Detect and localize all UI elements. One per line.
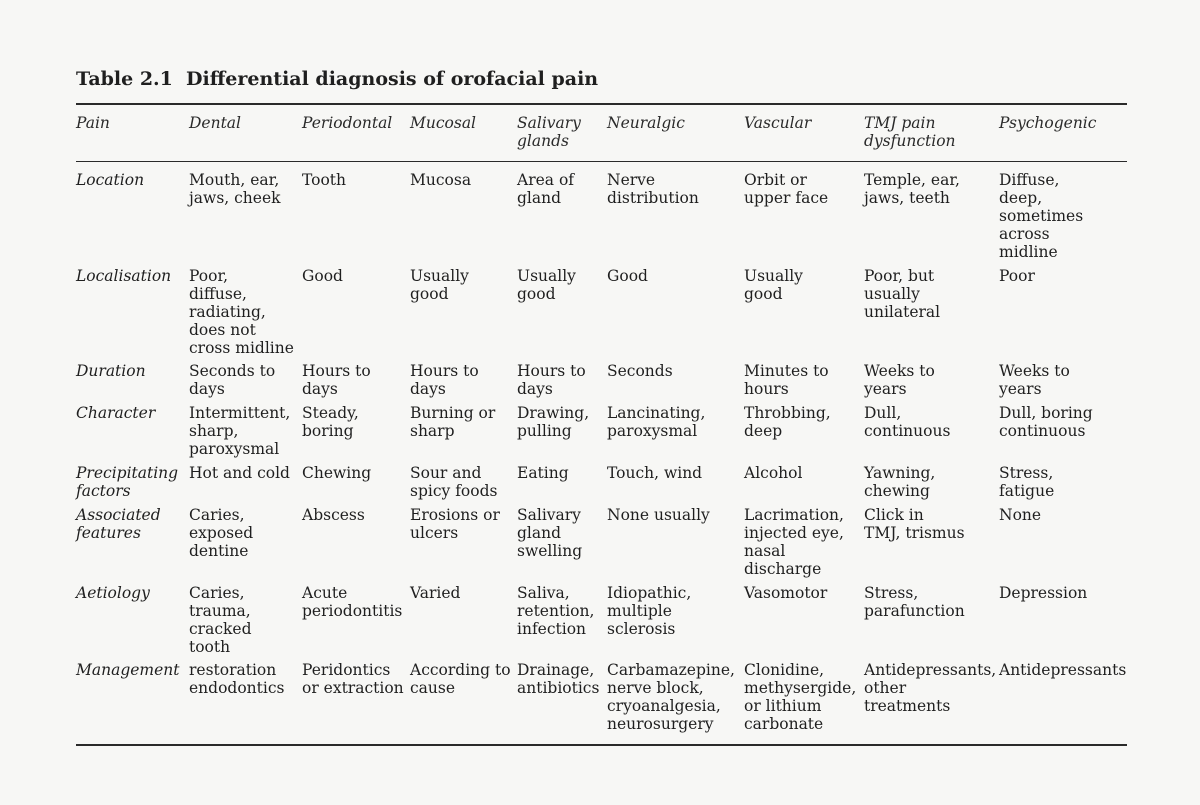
table-cell-aetiology-dental: Caries, trauma, cracked tooth (189, 584, 252, 656)
table-cell-location-mucosal: Mucosa (410, 171, 472, 189)
row-label-duration: Duration (76, 362, 146, 380)
table-cell-duration-neuralgic: Seconds (607, 362, 673, 380)
table-cell-duration-psychogenic: Weeks to years (999, 362, 1070, 398)
table-cell-management-mucosal: According to cause (410, 661, 511, 697)
row-label-associated-features: Associated features (76, 506, 161, 542)
header-rule (76, 161, 1127, 162)
table-number: Table 2.1 (76, 68, 173, 90)
column-header-psychogenic: Psychogenic (999, 114, 1097, 132)
table-cell-location-tmj-pain-dysfunction: Temple, ear, jaws, teeth (864, 171, 960, 207)
table-cell-location-vascular: Orbit or upper face (744, 171, 829, 207)
table-cell-precipitating-factors-salivary-glands: Eating (517, 464, 569, 482)
table-cell-duration-mucosal: Hours to days (410, 362, 479, 398)
table-cell-localisation-dental: Poor, diffuse, radiating, does not cross midline (189, 267, 294, 357)
row-label-aetiology: Aetiology (76, 584, 150, 602)
table-cell-character-psychogenic: Dull, boring continuous (999, 404, 1093, 440)
table-cell-management-periodontal: Peridontics or extraction (302, 661, 404, 697)
table-cell-associated-features-mucosal: Erosions or ulcers (410, 506, 500, 542)
row-label-character: Character (76, 404, 156, 422)
table-cell-duration-salivary-glands: Hours to days (517, 362, 586, 398)
top-rule (76, 103, 1127, 105)
table-cell-associated-features-periodontal: Abscess (302, 506, 365, 524)
table-cell-localisation-neuralgic: Good (607, 267, 648, 285)
table-cell-duration-dental: Seconds to days (189, 362, 276, 398)
table-cell-character-neuralgic: Lancinating, paroxysmal (607, 404, 706, 440)
table-cell-location-salivary-glands: Area of gland (517, 171, 575, 207)
table-cell-management-vascular: Clonidine, methysergide, or lithium carbonate (744, 661, 857, 733)
table-cell-precipitating-factors-vascular: Alcohol (744, 464, 803, 482)
table-cell-character-vascular: Throbbing, deep (744, 404, 831, 440)
table-caption (76, 68, 598, 90)
table-cell-location-dental: Mouth, ear, jaws, cheek (189, 171, 281, 207)
table-cell-character-salivary-glands: Drawing, pulling (517, 404, 590, 440)
table-cell-associated-features-vascular: Lacrimation, injected eye, nasal discharge (744, 506, 844, 578)
table-cell-precipitating-factors-periodontal: Chewing (302, 464, 372, 482)
table-title: Differential diagnosis of orofacial pain (186, 68, 599, 90)
table-cell-associated-features-psychogenic: None (999, 506, 1042, 524)
table-cell-precipitating-factors-psychogenic: Stress, fatigue (999, 464, 1055, 500)
table-cell-aetiology-periodontal: Acute periodontitis (302, 584, 403, 620)
table-cell-precipitating-factors-tmj-pain-dysfunction: Yawning, chewing (864, 464, 936, 500)
row-label-management: Management (76, 661, 180, 679)
table-cell-localisation-periodontal: Good (302, 267, 343, 285)
table-cell-character-dental: Intermittent, sharp, paroxysmal (189, 404, 291, 458)
table-cell-localisation-psychogenic: Poor (999, 267, 1035, 285)
table-cell-precipitating-factors-dental: Hot and cold (189, 464, 290, 482)
column-header-tmj-pain-dysfunction: TMJ pain dysfunction (864, 114, 956, 150)
table-cell-associated-features-tmj-pain-dysfunction: Click in TMJ, trismus (864, 506, 965, 542)
table-cell-localisation-mucosal: Usually good (410, 267, 469, 303)
column-header-pain: Pain (76, 114, 110, 132)
row-label-localisation: Localisation (76, 267, 172, 285)
table-cell-location-neuralgic: Nerve distribution (607, 171, 699, 207)
table-cell-duration-tmj-pain-dysfunction: Weeks to years (864, 362, 935, 398)
table-cell-management-neuralgic: Carbamazepine, nerve block, cryoanalgesia, neurosurgery (607, 661, 735, 733)
table-cell-localisation-tmj-pain-dysfunction: Poor, but usually unilateral (864, 267, 941, 321)
table-cell-aetiology-salivary-glands: Saliva, retention, infection (517, 584, 595, 638)
table-cell-duration-vascular: Minutes to hours (744, 362, 829, 398)
row-label-precipitating-factors: Precipitating factors (76, 464, 179, 500)
table-cell-location-psychogenic: Diffuse, deep, sometimes across midline (999, 171, 1084, 261)
column-header-dental: Dental (189, 114, 242, 132)
table-cell-associated-features-dental: Caries, exposed dentine (189, 506, 254, 560)
column-header-periodontal: Periodontal (302, 114, 393, 132)
table-cell-character-periodontal: Steady, boring (302, 404, 359, 440)
column-header-salivary-glands: Salivary glands (517, 114, 581, 150)
column-header-mucosal: Mucosal (410, 114, 477, 132)
column-header-neuralgic: Neuralgic (607, 114, 685, 132)
column-header-vascular: Vascular (744, 114, 812, 132)
row-label-location: Location (76, 171, 145, 189)
table-cell-aetiology-vascular: Vasomotor (744, 584, 828, 602)
table-cell-associated-features-salivary-glands: Salivary gland swelling (517, 506, 583, 560)
table-cell-character-mucosal: Burning or sharp (410, 404, 496, 440)
table-cell-localisation-salivary-glands: Usually good (517, 267, 576, 303)
table-cell-precipitating-factors-mucosal: Sour and spicy foods (410, 464, 498, 500)
table-cell-location-periodontal: Tooth (302, 171, 347, 189)
table-cell-duration-periodontal: Hours to days (302, 362, 371, 398)
table-cell-localisation-vascular: Usually good (744, 267, 803, 303)
table-cell-precipitating-factors-neuralgic: Touch, wind (607, 464, 703, 482)
table-cell-character-tmj-pain-dysfunction: Dull, continuous (864, 404, 951, 440)
table-cell-management-dental: restoration endodontics (189, 661, 285, 697)
table-cell-aetiology-tmj-pain-dysfunction: Stress, parafunction (864, 584, 965, 620)
table-cell-associated-features-neuralgic: None usually (607, 506, 710, 524)
table-cell-management-psychogenic: Antidepressants (999, 661, 1127, 679)
table-cell-management-tmj-pain-dysfunction: Antidepressants, other treatments (864, 661, 997, 715)
bottom-rule (76, 744, 1127, 746)
table-cell-aetiology-psychogenic: Depression (999, 584, 1088, 602)
table-cell-aetiology-mucosal: Varied (410, 584, 461, 602)
table-cell-management-salivary-glands: Drainage, antibiotics (517, 661, 600, 697)
table-cell-aetiology-neuralgic: Idiopathic, multiple sclerosis (607, 584, 692, 638)
